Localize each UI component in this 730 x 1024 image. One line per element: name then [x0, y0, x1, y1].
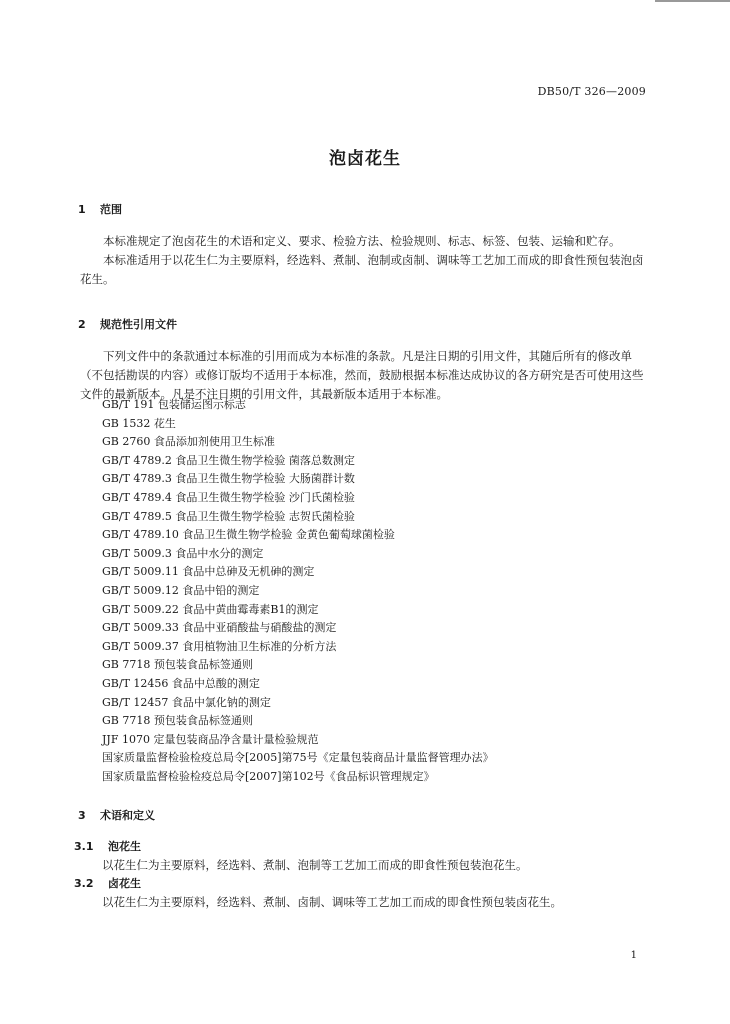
reference-item: GB/T 12457 食品中氯化钠的测定 — [102, 695, 271, 709]
scan-edge-mark — [655, 0, 730, 2]
section-number: 1 — [78, 203, 86, 216]
page-number: 1 — [630, 950, 637, 961]
subsection-3-2-heading — [74, 875, 141, 891]
paragraph: 下列文件中的条款通过本标准的引用而成为本标准的条款。凡是注日期的引用文件，其随后所有的修改单（不包括勘误的内容）或修订版均不适用于本标准，然而，鼓励根据本标准达成协议的各方研究是否可使用这些文件的最新版本。凡是不注日期的引用文件，其最新版本适用于本标准。 — [80, 349, 644, 401]
section-2-heading — [78, 316, 177, 332]
reference-item: GB/T 4789.5 食品卫生微生物学检验 志贺氏菌检验 — [102, 509, 355, 523]
section-title: 规范性引用文件 — [100, 318, 177, 331]
subsection-number: 3.1 — [74, 840, 94, 853]
paragraph: 本标准规定了泡卤花生的术语和定义、要求、检验方法、检验规则、标志、标签、包装、运输和贮存。 — [103, 234, 621, 248]
section-title: 范围 — [100, 203, 122, 216]
reference-item: JJF 1070 定量包装商品净含量计量检验规范 — [102, 732, 319, 746]
section-title: 术语和定义 — [100, 809, 155, 822]
reference-item: GB/T 5009.11 食品中总砷及无机砷的测定 — [102, 565, 315, 579]
standard-number: DB50/T 326—2009 — [537, 85, 646, 98]
section-3-heading — [78, 807, 155, 823]
section-1-body — [80, 232, 646, 289]
reference-item: 国家质量监督检验检疫总局令[2005]第75号《定量包装商品计量监督管理办法》 — [102, 751, 494, 765]
reference-item: 国家质量监督检验检疫总局令[2007]第102号《食品标识管理规定》 — [102, 769, 435, 783]
reference-item: GB/T 5009.33 食品中亚硝酸盐与硝酸盐的测定 — [102, 621, 337, 635]
reference-item: GB/T 4789.4 食品卫生微生物学检验 沙门氏菌检验 — [102, 490, 355, 504]
reference-item: GB/T 5009.12 食品中铅的测定 — [102, 583, 260, 597]
document-title: 泡卤花生 — [329, 149, 401, 169]
reference-item: GB/T 4789.3 食品卫生微生物学检验 大肠菌群计数 — [102, 472, 355, 486]
subsection-title: 泡花生 — [108, 840, 141, 853]
section-number: 3 — [78, 809, 86, 822]
reference-item: GB 7718 预包装食品标签通则 — [102, 658, 253, 672]
reference-list — [102, 396, 494, 786]
reference-item: GB/T 4789.2 食品卫生微生物学检验 菌落总数测定 — [102, 453, 355, 467]
subsection-number: 3.2 — [74, 877, 94, 890]
subsection-3-1-heading — [74, 838, 141, 854]
reference-item: GB 1532 花生 — [102, 416, 176, 430]
section-1-heading — [78, 201, 122, 217]
reference-item: GB 7718 预包装食品标签通则 — [102, 714, 253, 728]
reference-item: GB/T 5009.3 食品中水分的测定 — [102, 546, 264, 560]
reference-item: GB/T 4789.10 食品卫生微生物学检验 金黄色葡萄球菌检验 — [102, 528, 395, 542]
reference-item: GB/T 12456 食品中总酸的测定 — [102, 676, 260, 690]
reference-item: GB 2760 食品添加剂使用卫生标准 — [102, 435, 275, 449]
subsection-title: 卤花生 — [108, 877, 141, 890]
section-number: 2 — [78, 318, 86, 331]
definition-text: 以花生仁为主要原料，经选料、煮制、泡制等工艺加工而成的即食性预包装泡花生。 — [102, 858, 528, 872]
paragraph: 本标准适用于以花生仁为主要原料，经选料、煮制、泡制或卤制、调味等工艺加工而成的即食性预包装泡卤花生。 — [80, 253, 644, 286]
reference-item: GB/T 5009.37 食用植物油卫生标准的分析方法 — [102, 639, 337, 653]
reference-item: GB/T 5009.22 食品中黄曲霉毒素B1的测定 — [102, 602, 319, 616]
definition-text: 以花生仁为主要原料，经选料、煮制、卤制、调味等工艺加工而成的即食性预包装卤花生。 — [102, 895, 562, 909]
reference-item: GB/T 191 包装储运图示标志 — [102, 398, 246, 411]
